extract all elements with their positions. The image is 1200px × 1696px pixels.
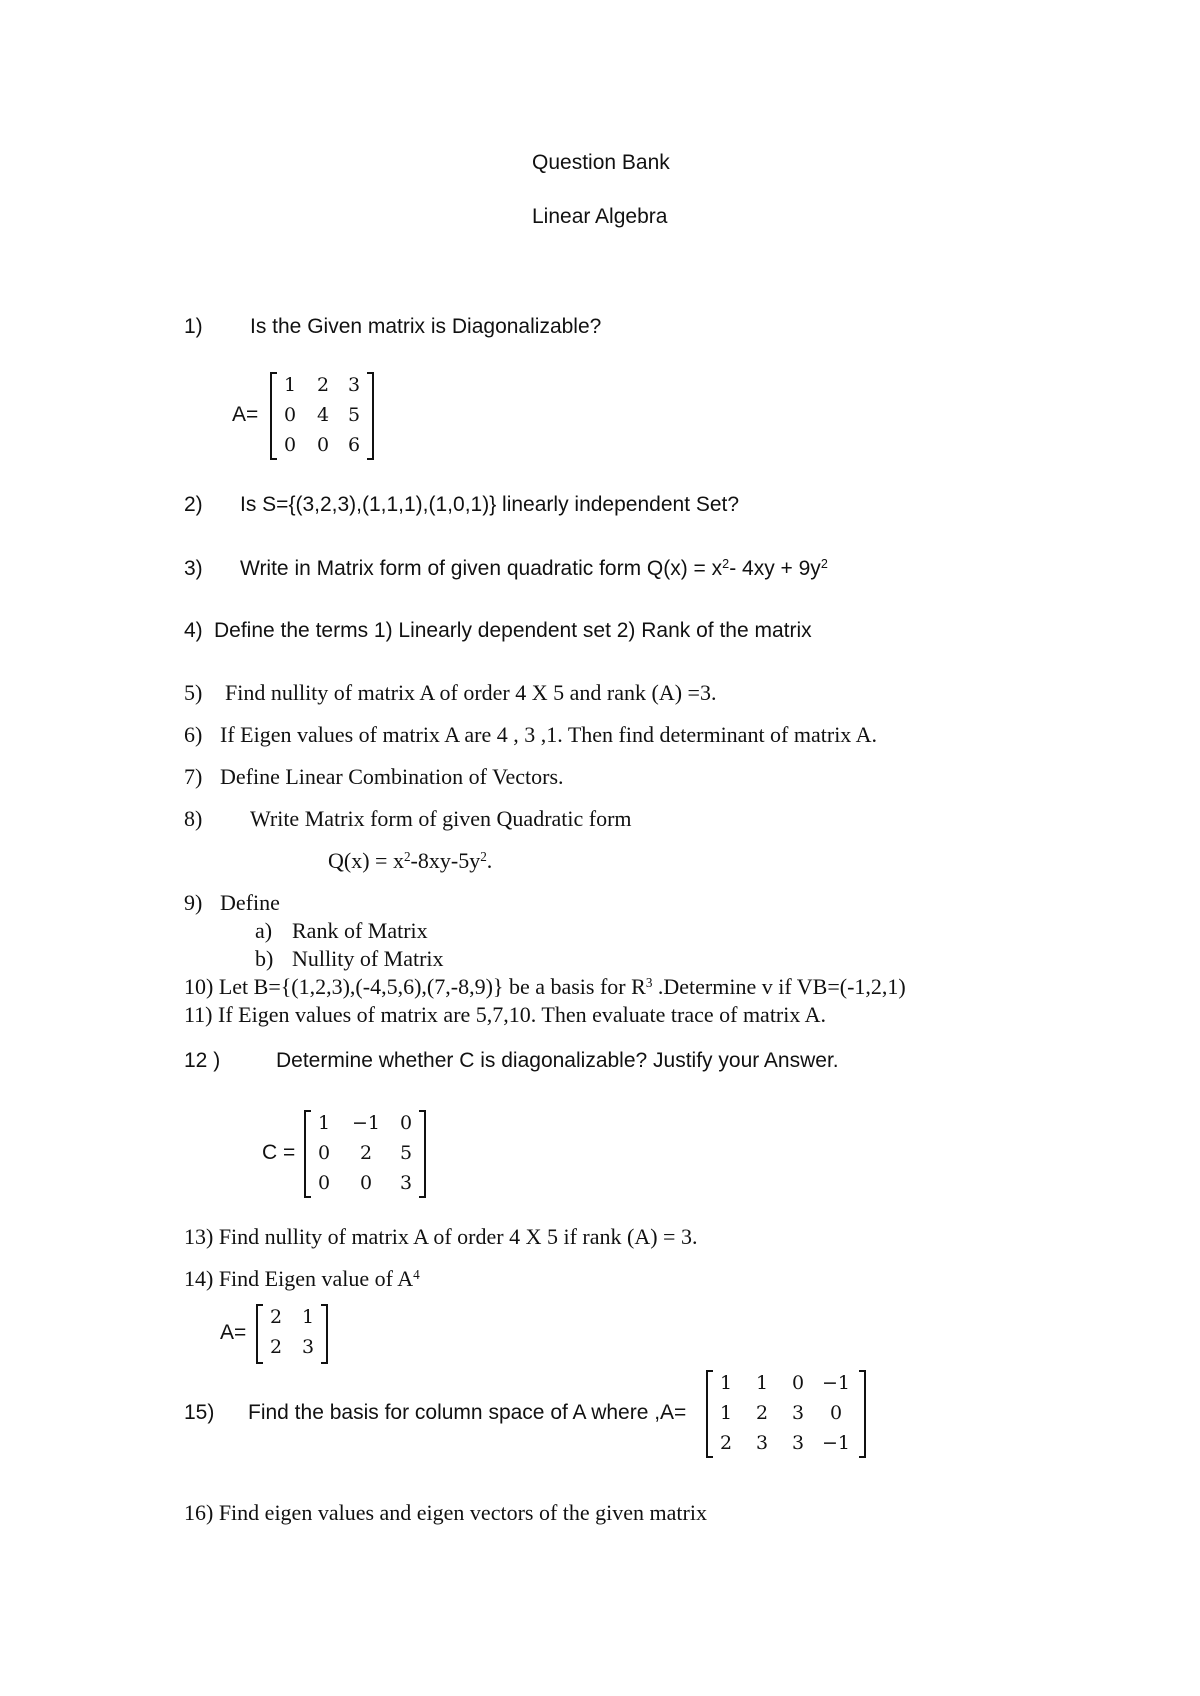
- q2-text: Is S={(3,2,3),(1,1,1),(1,0,1)} linearly independent Set?: [240, 493, 740, 516]
- matrix-cell: 0: [317, 1172, 331, 1194]
- matrix-cell: 1: [755, 1372, 769, 1394]
- q9-a-label: a): [255, 918, 273, 943]
- q8-equation: [328, 850, 492, 872]
- q3-text: [240, 558, 828, 579]
- matrix-cell: 0: [359, 1172, 373, 1194]
- matrix-cell: 2: [755, 1402, 769, 1424]
- q15-text: Find the basis for column space of A where ,A=: [248, 1401, 687, 1424]
- q1-number: 1): [184, 315, 203, 338]
- q5-text: Find nullity of matrix A of order 4 X 5 and rank (A) =3.: [225, 680, 717, 705]
- matrix-cell: 3: [399, 1172, 413, 1194]
- matrix-cell: 5: [347, 404, 361, 426]
- matrix-cell: 2: [316, 374, 330, 396]
- matrix-cell: 0: [829, 1402, 843, 1424]
- q11-text: 11) If Eigen values of matrix are 5,7,10. Then evaluate trace of matrix A.: [184, 1002, 827, 1027]
- matrix-cell: 1: [301, 1306, 315, 1328]
- q3-number: 3): [184, 557, 203, 580]
- q7-text: Define Linear Combination of Vectors.: [220, 764, 564, 789]
- matrix-cell: 2: [359, 1142, 373, 1164]
- matrix-cell: 0: [791, 1372, 805, 1394]
- q8-eq-part: -8xy-5y: [410, 848, 481, 873]
- q4-text: Define the terms 1) Linearly dependent set 2) Rank of the matrix: [214, 619, 812, 642]
- q15-number: 15): [184, 1401, 215, 1424]
- matrix-cell: −1: [351, 1112, 380, 1134]
- q9-b-label: b): [255, 946, 274, 971]
- q3-exponent: 2: [820, 557, 828, 572]
- matrix-cell: 1: [719, 1402, 733, 1424]
- q1-matrix-label: A=: [232, 403, 259, 426]
- matrix-cell: 1: [283, 374, 297, 396]
- q3-exponent: 2: [722, 557, 730, 572]
- q12-number: 12 ): [184, 1049, 221, 1072]
- q8-number: 8): [184, 806, 203, 831]
- q6-number: 6): [184, 722, 203, 747]
- q14-matrix-label: A=: [220, 1321, 247, 1344]
- matrix-cell: 2: [269, 1306, 283, 1328]
- matrix-cell: 2: [719, 1432, 733, 1454]
- q14-matrix: [256, 1304, 328, 1364]
- q8-eq-part: Q(x) = x: [328, 848, 404, 873]
- q8-exponent: 2: [480, 848, 487, 864]
- matrix-cell: 2: [269, 1336, 283, 1358]
- q8-text: Write Matrix form of given Quadratic form: [250, 806, 632, 831]
- matrix-cell: 1: [317, 1112, 331, 1134]
- matrix-cell: 3: [755, 1432, 769, 1454]
- q1-text: Is the Given matrix is Diagonalizable?: [250, 315, 602, 338]
- q5-number: 5): [184, 680, 203, 705]
- q3-text-main: Write in Matrix form of given quadratic form Q(x) = x: [240, 557, 723, 580]
- q10-text-main: 10) Let B={(1,2,3),(-4,5,6),(7,-8,9)} be a basis for R: [184, 974, 646, 999]
- q9-b-text: Nullity of Matrix: [292, 946, 444, 971]
- matrix-cell: 3: [301, 1336, 315, 1358]
- matrix-cell: 0: [283, 434, 297, 456]
- q10-text: [184, 976, 906, 998]
- matrix-cell: 4: [316, 404, 330, 426]
- q15-matrix: [706, 1370, 866, 1458]
- matrix-cell: 6: [347, 434, 361, 456]
- q2-number: 2): [184, 493, 203, 516]
- matrix-cell: 3: [791, 1402, 805, 1424]
- q6-text: If Eigen values of matrix A are 4 , 3 ,1. Then find determinant of matrix A.: [220, 722, 877, 747]
- matrix-cell: −1: [821, 1432, 850, 1454]
- matrix-cell: 3: [347, 374, 361, 396]
- q12-matrix-label: C =: [262, 1141, 296, 1164]
- matrix-cell: 3: [791, 1432, 805, 1454]
- matrix-cell: −1: [821, 1372, 850, 1394]
- q13-text: 13) Find nullity of matrix A of order 4 X 5 if rank (A) = 3.: [184, 1224, 698, 1249]
- q9-number: 9): [184, 890, 203, 915]
- q10-exponent: 3: [645, 974, 653, 990]
- q10-text-end: .Determine v if VB=(-1,2,1): [652, 974, 906, 999]
- matrix-cell: 0: [316, 434, 330, 456]
- q12-matrix: [304, 1110, 426, 1198]
- q3-text-mid: - 4xy + 9y: [729, 557, 821, 580]
- matrix-cell: 5: [399, 1142, 413, 1164]
- matrix-cell: 0: [283, 404, 297, 426]
- q7-number: 7): [184, 764, 203, 789]
- document-title: Question Bank: [532, 151, 670, 174]
- q8-eq-part: .: [486, 848, 493, 873]
- q9-a-text: Rank of Matrix: [292, 918, 428, 943]
- q14-exponent: 4: [413, 1266, 420, 1282]
- q4-number: 4): [184, 619, 203, 642]
- q1-matrix: [270, 372, 374, 460]
- q8-exponent: 2: [403, 848, 411, 864]
- matrix-cell: 1: [719, 1372, 733, 1394]
- matrix-cell: 0: [317, 1142, 331, 1164]
- document-subject: Linear Algebra: [532, 205, 668, 228]
- q14-text: [184, 1268, 420, 1290]
- matrix-cell: 0: [399, 1112, 413, 1134]
- q14-text-main: 14) Find Eigen value of A: [184, 1266, 414, 1291]
- q16-text: 16) Find eigen values and eigen vectors of the given matrix: [184, 1500, 707, 1525]
- q9-text: Define: [220, 890, 280, 915]
- q12-text: Determine whether C is diagonalizable? Justify your Answer.: [276, 1049, 839, 1072]
